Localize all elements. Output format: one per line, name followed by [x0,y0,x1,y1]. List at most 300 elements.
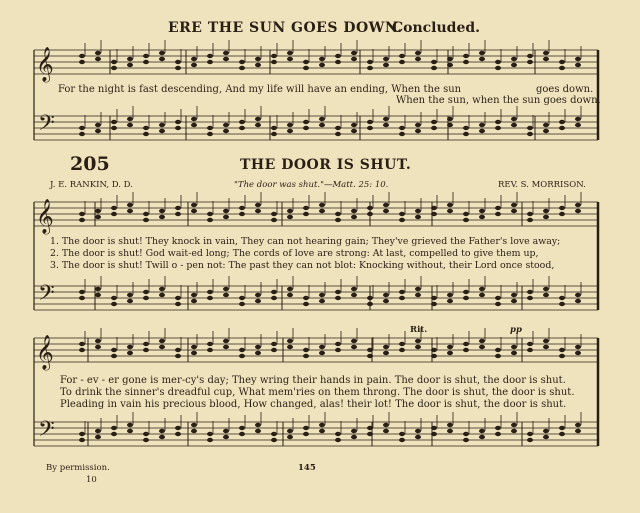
note-head [287,293,293,297]
note-head [255,63,261,67]
note-head [79,432,85,436]
note-head [111,354,117,358]
note-head [271,60,277,64]
note-head [191,345,197,349]
note-head [303,212,309,216]
note-head [415,209,421,213]
note-head [191,299,197,303]
note-head [527,132,533,136]
note-head [175,296,181,300]
note-head [415,57,421,61]
note-head [143,342,149,346]
note-head [303,432,309,436]
note-head [191,63,197,67]
note-head [399,132,405,136]
note-head [271,348,277,352]
note-head [303,206,309,210]
note-head [79,218,85,222]
note-head [303,120,309,124]
note-head [431,66,437,70]
note-head [463,60,469,64]
note-head [479,51,485,55]
note-head [463,132,469,136]
note-head [479,429,485,433]
note-head [127,203,133,207]
note-head [575,57,581,61]
note-head [463,438,469,442]
note-head [207,218,213,222]
note-head [415,435,421,439]
note-head [175,426,181,430]
note-head [415,287,421,291]
note-head [127,117,133,121]
note-head [559,120,565,124]
note-head [223,287,229,291]
note-head [207,60,213,64]
concluded-label: Concluded. [392,20,481,36]
note-head [271,290,277,294]
note-head [511,63,517,67]
note-head [143,212,149,216]
note-head [79,212,85,216]
note-head [367,302,373,306]
bass-clef: 𝄢 [38,111,55,141]
note-head [319,345,325,349]
note-head [223,345,229,349]
note-head [367,126,373,130]
note-head [447,299,453,303]
note-head [95,129,101,133]
note-head [303,126,309,130]
note-head [255,299,261,303]
note-head [351,287,357,291]
note-head [271,132,277,136]
treble-clef: 𝄞 [36,199,54,234]
note-head [415,345,421,349]
note-head [287,123,293,127]
note-head [255,423,261,427]
note-head [191,351,197,355]
note-head [143,438,149,442]
note-head [79,348,85,352]
note-head [95,429,101,433]
note-head [239,126,245,130]
note-head [127,63,133,67]
note-head [495,354,501,358]
note-head [111,348,117,352]
note-head [95,345,101,349]
note-head [527,212,533,216]
note-head [575,117,581,121]
note-head [271,296,277,300]
note-head [95,339,101,343]
note-head [239,296,245,300]
note-head [255,209,261,213]
note-head [287,339,293,343]
note-head [303,354,309,358]
note-head [335,132,341,136]
note-head [383,123,389,127]
verse-line: 2. The door is shut! God wait-ed long; The cords of love are strong: At last, compelled to give them up, [50,248,539,259]
note-head [303,296,309,300]
note-head [559,206,565,210]
ritardando-marking: Rit. [410,325,428,335]
note-head [511,423,517,427]
note-head [399,60,405,64]
verse-line: 1. The door is shut! They knock in vain, They can not hearing gain; They've grieved the Father's love away; [50,236,561,247]
note-head [479,209,485,213]
note-head [543,429,549,433]
note-head [575,123,581,127]
note-head [159,287,165,291]
note-head [383,209,389,213]
note-head [143,132,149,136]
note-head [399,432,405,436]
note-head [543,57,549,61]
note-head [575,351,581,355]
note-head [559,426,565,430]
note-head [479,57,485,61]
note-head [159,345,165,349]
note-head [543,123,549,127]
note-head [127,345,133,349]
note-head [575,63,581,67]
bass-clef: 𝄢 [38,417,55,447]
lyric-line: When the sun, when the sun goes down. [396,95,601,106]
note-head [239,302,245,306]
note-head [367,432,373,436]
note-head [447,345,453,349]
note-head [223,435,229,439]
note-head [495,348,501,352]
note-head [239,212,245,216]
note-head [415,129,421,133]
note-head [543,287,549,291]
note-head [463,126,469,130]
note-head [495,426,501,430]
note-head [79,126,85,130]
note-head [79,438,85,442]
note-head [559,432,565,436]
note-head [191,117,197,121]
note-head [447,351,453,355]
treble-clef: 𝄞 [36,335,54,370]
note-head [271,218,277,222]
note-head [511,345,517,349]
note-head [319,123,325,127]
note-head [255,293,261,297]
note-head [367,212,373,216]
note-head [287,429,293,433]
note-head [495,66,501,70]
note-head [351,429,357,433]
note-head [527,342,533,346]
note-head [319,299,325,303]
note-head [575,299,581,303]
note-head [111,126,117,130]
note-head [95,123,101,127]
note-head [511,209,517,213]
note-head [431,432,437,436]
note-head [127,57,133,61]
note-head [255,117,261,121]
note-head [495,432,501,436]
note-head [575,429,581,433]
note-head [143,126,149,130]
note-head [335,218,341,222]
note-head [543,435,549,439]
page-number: 145 [298,463,316,473]
note-head [223,215,229,219]
note-head [383,63,389,67]
note-head [367,426,373,430]
note-head [495,206,501,210]
note-head [335,60,341,64]
note-head [447,423,453,427]
note-head [543,339,549,343]
hymn-title-continued: ERE THE SUN GOES DOWN. [168,20,403,36]
note-head [543,51,549,55]
note-head [335,438,341,442]
note-head [431,126,437,130]
note-head [511,117,517,121]
note-head [383,423,389,427]
note-head [463,290,469,294]
note-head [527,290,533,294]
treble-clef: 𝄞 [36,47,54,82]
signature-mark: 10 [86,475,97,485]
note-head [383,293,389,297]
note-head [319,351,325,355]
note-head [79,342,85,346]
note-head [399,342,405,346]
note-head [495,126,501,130]
note-head [335,290,341,294]
note-head [175,66,181,70]
note-head [447,57,453,61]
note-head [415,429,421,433]
note-head [287,435,293,439]
note-head [559,60,565,64]
note-head [175,348,181,352]
note-head [335,126,341,130]
note-head [431,296,437,300]
note-head [159,215,165,219]
note-head [207,212,213,216]
note-head [479,287,485,291]
note-head [351,129,357,133]
note-head [143,290,149,294]
note-head [191,57,197,61]
note-head [543,129,549,133]
note-head [223,429,229,433]
note-head [447,123,453,127]
note-head [527,438,533,442]
note-head [319,57,325,61]
note-head [351,345,357,349]
hymn-number: 205 [70,153,110,175]
note-head [79,132,85,136]
note-head [479,215,485,219]
note-head [239,60,245,64]
note-head [79,296,85,300]
note-head [351,209,357,213]
note-head [319,203,325,207]
note-head [303,426,309,430]
note-head [447,63,453,67]
note-head [463,212,469,216]
note-head [479,293,485,297]
note-head [527,296,533,300]
note-head [367,66,373,70]
note-head [303,302,309,306]
author: J. E. RANKIN, D. D. [50,180,133,190]
note-head [143,54,149,58]
note-head [447,429,453,433]
note-head [447,293,453,297]
note-head [95,293,101,297]
note-head [367,206,373,210]
note-head [223,51,229,55]
note-head [479,339,485,343]
note-head [95,435,101,439]
note-head [383,345,389,349]
note-head [111,206,117,210]
note-head [319,63,325,67]
note-head [383,57,389,61]
note-head [111,60,117,64]
note-head [271,342,277,346]
note-head [495,296,501,300]
note-head [367,348,373,352]
note-head [383,203,389,207]
note-head [383,351,389,355]
note-head [351,215,357,219]
note-head [559,296,565,300]
note-head [383,429,389,433]
note-head [399,218,405,222]
note-head [527,432,533,436]
note-head [159,339,165,343]
note-head [399,348,405,352]
note-head [575,293,581,297]
note-head [95,57,101,61]
note-head [351,435,357,439]
note-head [319,209,325,213]
note-head [111,212,117,216]
note-head [79,54,85,58]
note-head [287,345,293,349]
note-head [159,435,165,439]
note-head [511,429,517,433]
note-head [127,293,133,297]
note-head [143,296,149,300]
note-head [159,51,165,55]
note-head [111,66,117,70]
note-head [127,429,133,433]
note-head [207,438,213,442]
lyric-line: For the night is fast descending, And my life will have an ending, When the sun [58,84,462,95]
note-head [511,123,517,127]
verse-line: For - ev - er gone is mer-cy's day; They wring their hands in pain. The door is shut, the door is shut. [60,375,566,386]
note-head [463,218,469,222]
note-head [255,345,261,349]
verse-line: To drink the sinner's dreadful cup, What mem'ries on them throng. The door is shut, the door is shut. [60,387,575,398]
note-head [479,123,485,127]
permission-note: By permission. [46,463,110,473]
note-head [463,54,469,58]
note-head [287,209,293,213]
note-head [479,345,485,349]
note-head [367,354,373,358]
note-head [383,299,389,303]
note-head [255,123,261,127]
note-head [431,426,437,430]
note-head [271,212,277,216]
note-head [367,120,373,124]
note-head [543,215,549,219]
note-head [431,60,437,64]
note-head [479,129,485,133]
note-head [207,296,213,300]
note-head [351,123,357,127]
note-head [319,117,325,121]
note-head [287,215,293,219]
note-head [575,203,581,207]
note-head [223,209,229,213]
note-head [335,432,341,436]
note-head [223,293,229,297]
note-head [271,54,277,58]
note-head [223,129,229,133]
note-head [319,293,325,297]
note-head [399,438,405,442]
note-head [367,296,373,300]
note-head [527,60,533,64]
note-head [351,51,357,55]
note-head [207,290,213,294]
note-head [303,66,309,70]
note-head [543,345,549,349]
note-head [287,129,293,133]
note-head [399,212,405,216]
note-head [575,423,581,427]
note-head [143,432,149,436]
note-head [559,126,565,130]
note-head [415,51,421,55]
note-head [431,354,437,358]
note-head [287,51,293,55]
note-head [111,120,117,124]
note-head [319,429,325,433]
note-head [335,212,341,216]
note-head [303,60,309,64]
note-head [495,302,501,306]
note-head [399,126,405,130]
note-head [127,123,133,127]
note-head [303,348,309,352]
note-head [511,203,517,207]
note-head [191,423,197,427]
note-head [207,132,213,136]
note-head [207,342,213,346]
note-head [559,302,565,306]
note-head [159,129,165,133]
note-head [335,54,341,58]
note-head [127,423,133,427]
note-head [127,351,133,355]
note-head [143,60,149,64]
